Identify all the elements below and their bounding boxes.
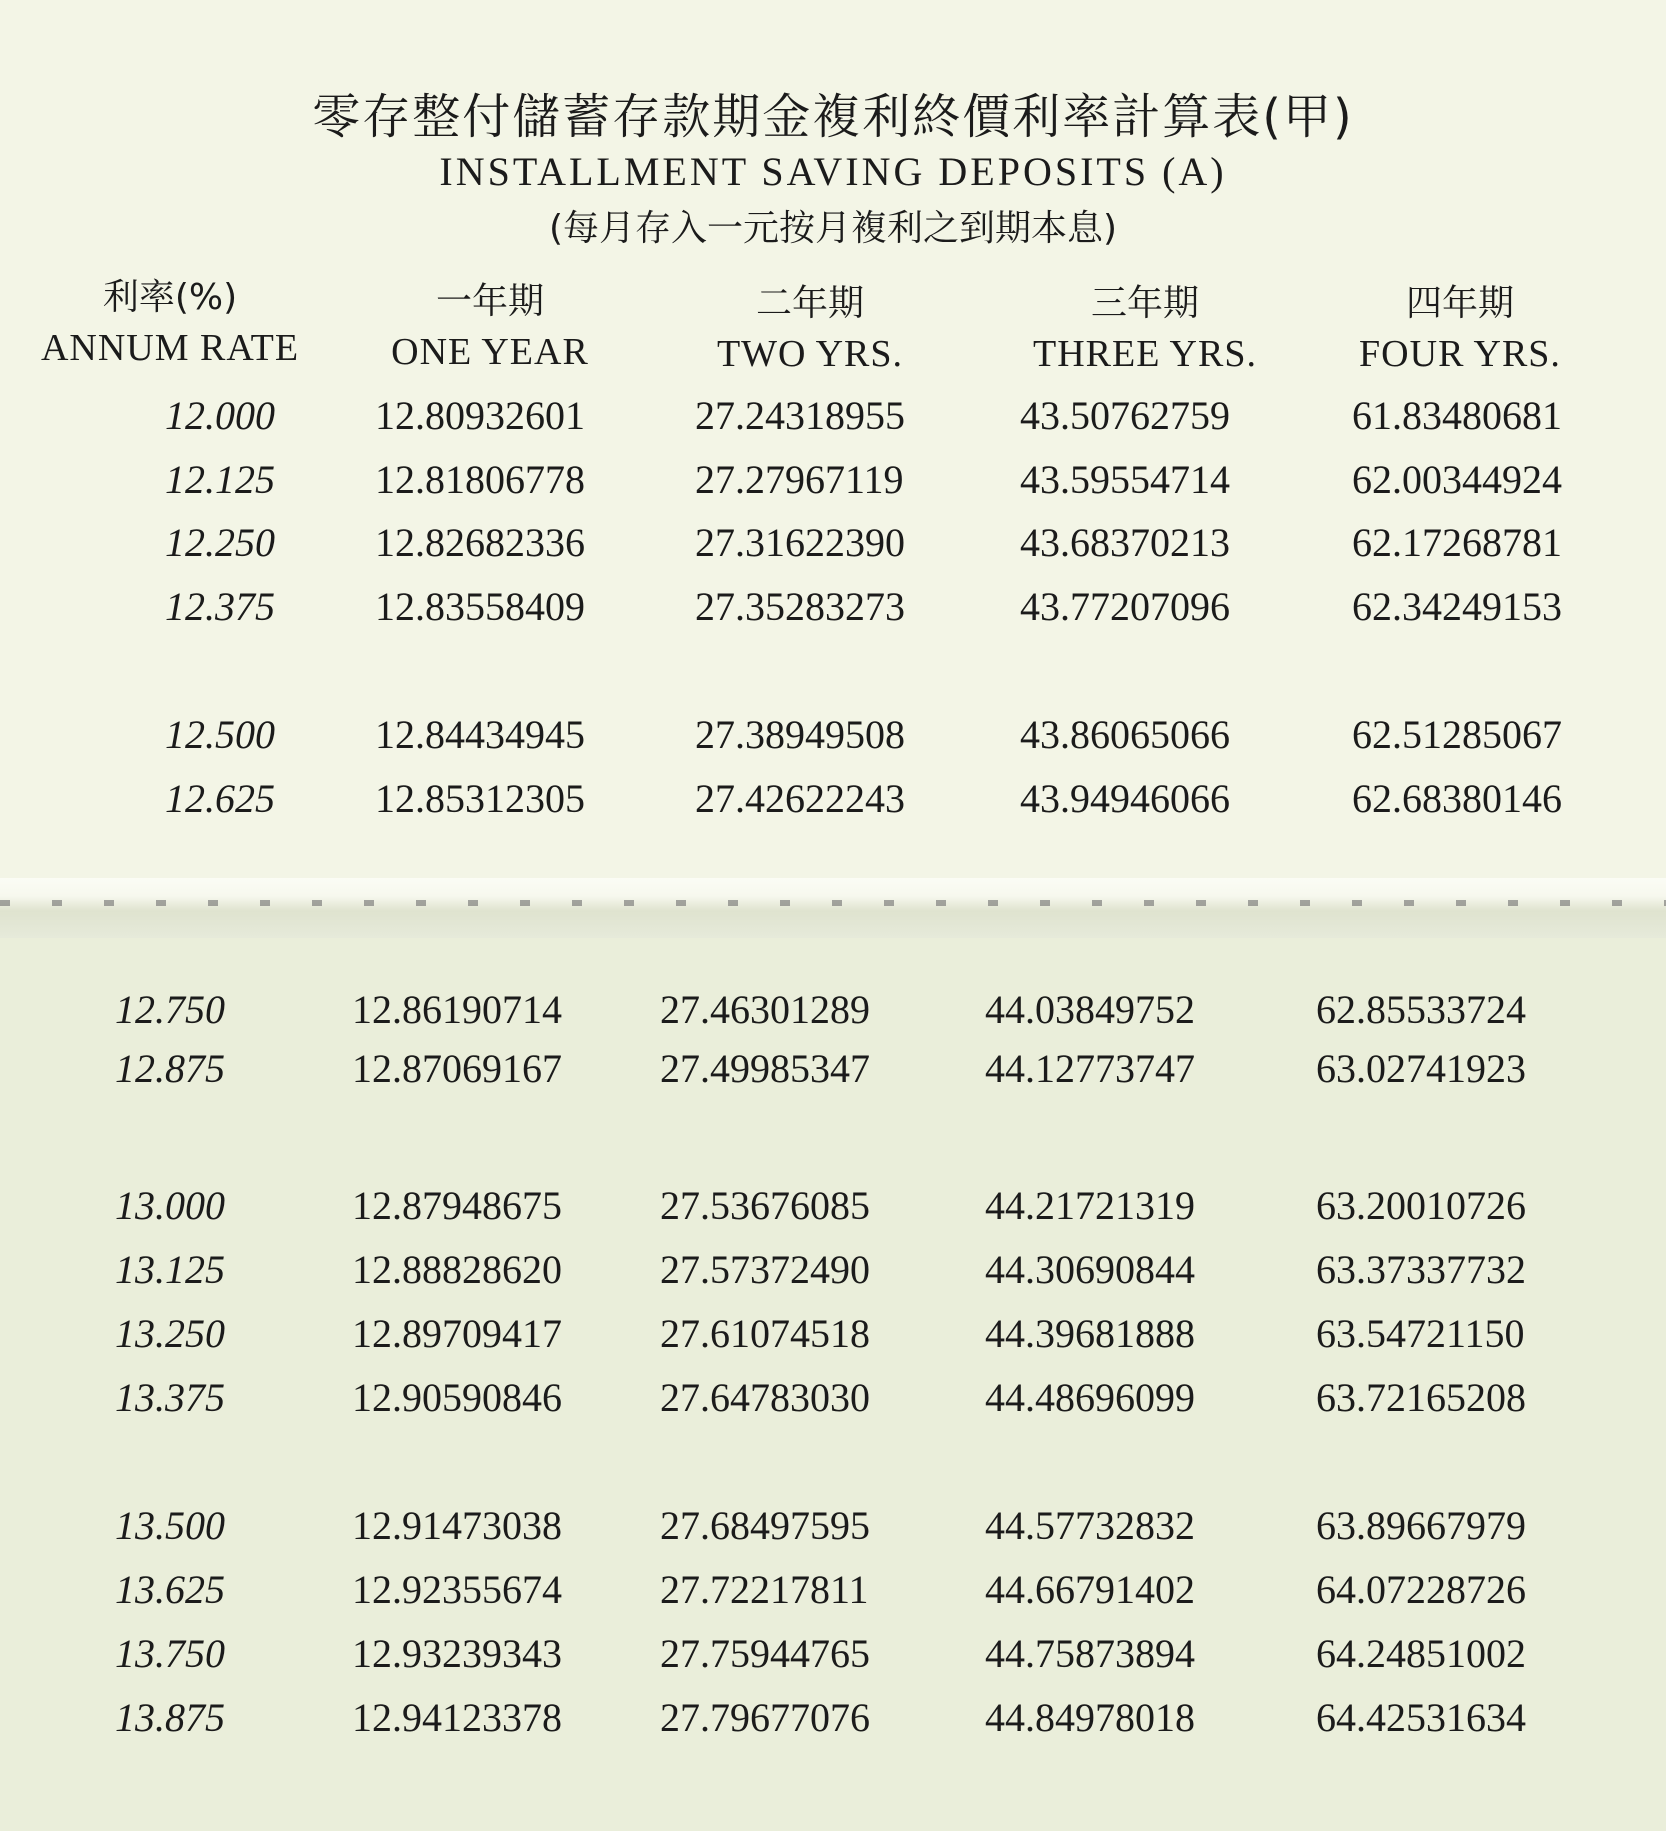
table-row xyxy=(0,775,1666,835)
rate-cell: 12.750 xyxy=(115,987,225,1032)
one-year-cell: 12.86190714 xyxy=(352,987,562,1032)
header-rate-zh: 利率(%) xyxy=(102,277,238,318)
two-years-cell: 27.24318955 xyxy=(695,393,905,438)
table-row xyxy=(0,711,1666,771)
two-years-cell: 27.49985347 xyxy=(660,1046,870,1091)
two-years-cell: 27.64783030 xyxy=(660,1375,870,1420)
two-years-cell: 27.75944765 xyxy=(660,1631,870,1676)
three-years-cell: 44.66791402 xyxy=(985,1567,1195,1612)
one-year-cell: 12.84434945 xyxy=(375,712,585,757)
table-row xyxy=(0,1566,1666,1626)
four-years-cell: 64.07228726 xyxy=(1316,1567,1526,1612)
one-year-cell: 12.88828620 xyxy=(352,1247,562,1292)
table-row xyxy=(0,1246,1666,1306)
one-year-cell: 12.93239343 xyxy=(352,1631,562,1676)
three-years-cell: 44.75873894 xyxy=(985,1631,1195,1676)
four-years-cell: 63.89667979 xyxy=(1316,1503,1526,1548)
three-years-cell: 43.68370213 xyxy=(1020,520,1230,565)
one-year-cell: 12.92355674 xyxy=(352,1567,562,1612)
two-years-cell: 27.46301289 xyxy=(660,987,870,1032)
two-years-cell: 27.35283273 xyxy=(695,584,905,629)
table-row xyxy=(0,1630,1666,1690)
one-year-cell: 12.80932601 xyxy=(375,393,585,438)
header-rate xyxy=(20,274,320,374)
three-years-cell: 43.50762759 xyxy=(1020,393,1230,438)
table-row xyxy=(0,1502,1666,1562)
three-years-cell: 43.59554714 xyxy=(1020,457,1230,502)
rate-cell: 13.375 xyxy=(115,1375,225,1420)
rate-cell: 13.875 xyxy=(115,1695,225,1740)
header-two-years xyxy=(660,280,960,380)
four-years-cell: 62.34249153 xyxy=(1352,584,1562,629)
header-two-years-en: TWO YRS. xyxy=(716,333,904,375)
title-english: INSTALLMENT SAVING DEPOSITS (A) xyxy=(439,149,1227,194)
three-years-cell: 44.12773747 xyxy=(985,1046,1195,1091)
three-years-cell: 44.48696099 xyxy=(985,1375,1195,1420)
two-years-cell: 27.68497595 xyxy=(660,1503,870,1548)
rate-cell: 12.500 xyxy=(165,712,275,757)
table-row xyxy=(0,583,1666,643)
table-row xyxy=(0,392,1666,452)
two-years-cell: 27.61074518 xyxy=(660,1311,870,1356)
one-year-cell: 12.81806778 xyxy=(375,457,585,502)
perforation-line xyxy=(0,900,1666,906)
four-years-cell: 63.20010726 xyxy=(1316,1183,1526,1228)
two-years-cell: 27.79677076 xyxy=(660,1695,870,1740)
header-one-year-en: ONE YEAR xyxy=(391,331,589,373)
rate-cell: 12.250 xyxy=(165,520,275,565)
rate-cell: 13.125 xyxy=(115,1247,225,1292)
header-four-years xyxy=(1310,280,1610,380)
table-row xyxy=(0,1374,1666,1434)
header-one-year-zh: 一年期 xyxy=(435,281,544,322)
three-years-cell: 44.57732832 xyxy=(985,1503,1195,1548)
table-row xyxy=(0,1310,1666,1370)
four-years-cell: 63.54721150 xyxy=(1316,1311,1525,1356)
title-note: (每月存入一元按月複利之到期本息) xyxy=(548,208,1118,249)
four-years-cell: 61.83480681 xyxy=(1352,393,1562,438)
two-years-cell: 27.38949508 xyxy=(695,712,905,757)
four-years-cell: 64.24851002 xyxy=(1316,1631,1526,1676)
rate-cell: 13.750 xyxy=(115,1631,225,1676)
page-fold xyxy=(0,878,1666,938)
header-four-years-en: FOUR YRS. xyxy=(1359,333,1561,375)
three-years-cell: 44.84978018 xyxy=(985,1695,1195,1740)
two-years-cell: 27.42622243 xyxy=(695,776,905,821)
header-four-years-zh: 四年期 xyxy=(1405,283,1514,324)
rate-cell: 12.000 xyxy=(165,393,275,438)
three-years-cell: 44.03849752 xyxy=(985,987,1195,1032)
four-years-cell: 62.85533724 xyxy=(1316,987,1526,1032)
three-years-cell: 43.94946066 xyxy=(1020,776,1230,821)
title-chinese: 零存整付儲蓄存款期金複利終價利率計算表(甲) xyxy=(312,89,1354,145)
four-years-cell: 63.72165208 xyxy=(1316,1375,1526,1420)
four-years-cell: 62.68380146 xyxy=(1352,776,1562,821)
four-years-cell: 62.51285067 xyxy=(1352,712,1562,757)
one-year-cell: 12.85312305 xyxy=(375,776,585,821)
rate-cell: 13.250 xyxy=(115,1311,225,1356)
header-three-years-en: THREE YRS. xyxy=(1033,333,1257,375)
header-rate-en: ANNUM RATE xyxy=(40,327,300,369)
four-years-cell: 62.17268781 xyxy=(1352,520,1562,565)
four-years-cell: 64.42531634 xyxy=(1316,1695,1526,1740)
rate-cell: 12.625 xyxy=(165,776,275,821)
table-row xyxy=(0,1045,1666,1105)
one-year-cell: 12.82682336 xyxy=(375,520,585,565)
one-year-cell: 12.83558409 xyxy=(375,584,585,629)
two-years-cell: 27.53676085 xyxy=(660,1183,870,1228)
header-two-years-zh: 二年期 xyxy=(755,283,864,324)
one-year-cell: 12.94123378 xyxy=(352,1695,562,1740)
rate-cell: 13.500 xyxy=(115,1503,225,1548)
table-row xyxy=(0,1182,1666,1242)
header-three-years xyxy=(985,280,1305,380)
two-years-cell: 27.57372490 xyxy=(660,1247,870,1292)
one-year-cell: 12.89709417 xyxy=(352,1311,562,1356)
one-year-cell: 12.87948675 xyxy=(352,1183,562,1228)
table-row xyxy=(0,519,1666,579)
three-years-cell: 44.30690844 xyxy=(985,1247,1195,1292)
one-year-cell: 12.90590846 xyxy=(352,1375,562,1420)
rate-cell: 13.000 xyxy=(115,1183,225,1228)
four-years-cell: 63.37337732 xyxy=(1316,1247,1526,1292)
rate-cell: 13.625 xyxy=(115,1567,225,1612)
three-years-cell: 44.39681888 xyxy=(985,1311,1195,1356)
four-years-cell: 63.02741923 xyxy=(1316,1046,1526,1091)
two-years-cell: 27.31622390 xyxy=(695,520,905,565)
table-row xyxy=(0,986,1666,1046)
rate-cell: 12.125 xyxy=(165,457,275,502)
rate-cell: 12.875 xyxy=(115,1046,225,1091)
four-years-cell: 62.00344924 xyxy=(1352,457,1562,502)
two-years-cell: 27.27967119 xyxy=(695,457,904,502)
table-row xyxy=(0,456,1666,516)
one-year-cell: 12.91473038 xyxy=(352,1503,562,1548)
header-one-year xyxy=(340,278,640,378)
rate-cell: 12.375 xyxy=(165,584,275,629)
table-row xyxy=(0,1694,1666,1754)
three-years-cell: 44.21721319 xyxy=(985,1183,1195,1228)
three-years-cell: 43.77207096 xyxy=(1020,584,1230,629)
three-years-cell: 43.86065066 xyxy=(1020,712,1230,757)
two-years-cell: 27.72217811 xyxy=(660,1567,869,1612)
one-year-cell: 12.87069167 xyxy=(352,1046,562,1091)
header-three-years-zh: 三年期 xyxy=(1090,283,1199,324)
